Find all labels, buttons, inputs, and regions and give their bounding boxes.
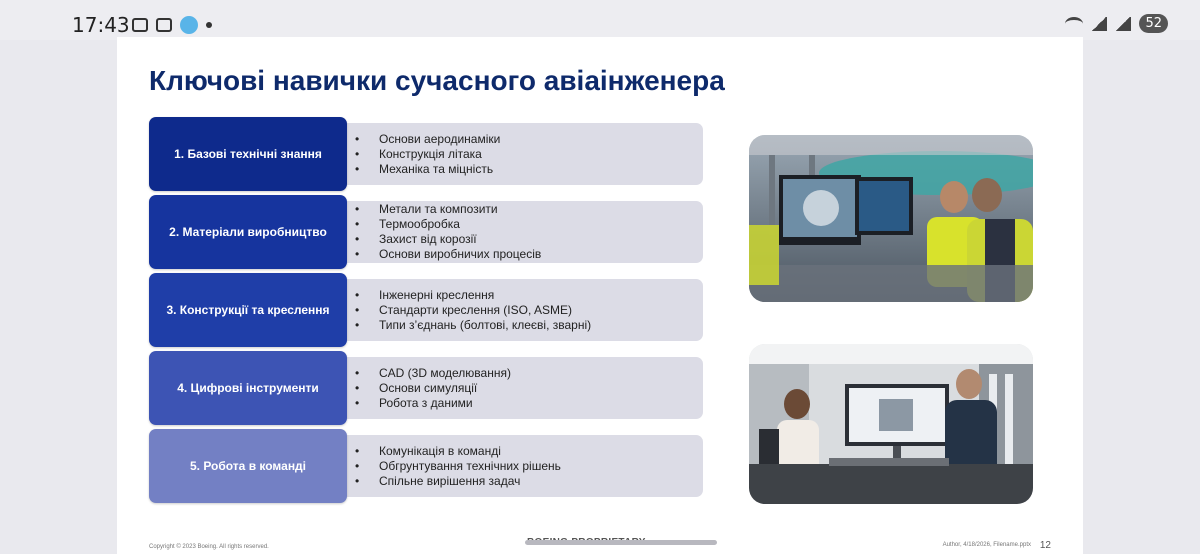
app-notification-icon bbox=[180, 16, 198, 34]
skill-label-5: 5. Робота в команді bbox=[149, 429, 347, 503]
list-item: • Робота з даними bbox=[353, 396, 511, 411]
skill-bullets-1 bbox=[353, 117, 500, 191]
skill-bullets-4 bbox=[353, 351, 511, 425]
more-notifications-icon bbox=[206, 22, 212, 28]
system-icons bbox=[1065, 14, 1168, 33]
skill-label-1: 1. Базові технічні знання bbox=[149, 117, 347, 191]
skill-row-2 bbox=[149, 195, 705, 269]
cad-meeting-illustration bbox=[749, 344, 1033, 504]
status-bar bbox=[0, 0, 1200, 40]
slide-title: Ключові навички сучасного авіаінженера bbox=[149, 65, 725, 96]
list-item: • Обгрунтування технічних рішень bbox=[353, 459, 561, 474]
cad-meeting-photo bbox=[749, 344, 1033, 504]
wifi-icon bbox=[1065, 17, 1083, 31]
list-item: • Механіка та міцність bbox=[353, 162, 500, 177]
skill-label-3: 3. Конструкції та креслення bbox=[149, 273, 347, 347]
skill-row-5 bbox=[149, 429, 705, 503]
message-icon bbox=[156, 18, 172, 32]
skill-label-2: 2. Матеріали виробництво bbox=[149, 195, 347, 269]
battery-indicator: 52 bbox=[1139, 14, 1168, 33]
skill-row-4 bbox=[149, 351, 705, 425]
presentation-slide bbox=[117, 37, 1083, 554]
signal-icon bbox=[1091, 17, 1107, 31]
hangar-engineers-photo bbox=[749, 135, 1033, 302]
list-item: • Основи аеродинаміки bbox=[353, 132, 500, 147]
skill-row-3 bbox=[149, 273, 705, 347]
list-item: • Комунікація в команді bbox=[353, 444, 561, 459]
list-item: • Інженерні креслення bbox=[353, 288, 591, 303]
footer-copyright: Copyright © 2023 Boeing. All rights reserved. bbox=[149, 544, 269, 550]
list-item: • Основи симуляції bbox=[353, 381, 511, 396]
list-item: • CAD (3D моделювання) bbox=[353, 366, 511, 381]
list-item: • Спільне вирішення задач bbox=[353, 474, 561, 489]
notification-icons bbox=[132, 16, 212, 34]
list-item: • Термообробка bbox=[353, 217, 541, 232]
status-time: 17:43 bbox=[72, 13, 130, 37]
list-item: • Основи виробничих процесів bbox=[353, 247, 541, 262]
hangar-engineers-illustration bbox=[749, 135, 1033, 302]
footer-author: Author, 4/18/2026, Filename.pptx bbox=[942, 542, 1031, 548]
list-item: • Захист від корозії bbox=[353, 232, 541, 247]
screenshot-icon bbox=[132, 18, 148, 32]
skill-bullets-3 bbox=[353, 273, 591, 347]
skill-bullets-2 bbox=[353, 195, 541, 269]
list-item: • Стандарти креслення (ISO, ASME) bbox=[353, 303, 591, 318]
skill-label-4: 4. Цифрові інструменти bbox=[149, 351, 347, 425]
list-item: • Метали та композити bbox=[353, 202, 541, 217]
signal-2-icon bbox=[1115, 17, 1131, 31]
skill-bullets-5 bbox=[353, 429, 561, 503]
list-item: • Конструкція літака bbox=[353, 147, 500, 162]
page-number: 12 bbox=[1039, 540, 1051, 551]
list-item: • Типи з’єднань (болтові, клеєві, зварні) bbox=[353, 318, 591, 333]
skill-row-1 bbox=[149, 117, 705, 191]
horizontal-scrollbar[interactable] bbox=[525, 540, 717, 545]
